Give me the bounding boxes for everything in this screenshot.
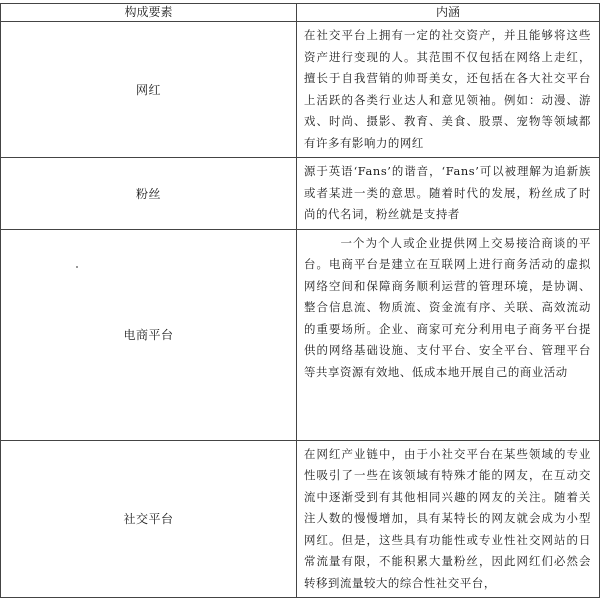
definition-table: [0, 3, 600, 598]
table-row: [1, 158, 600, 230]
row-label-shejiao: 社交平台: [1, 440, 297, 598]
table-row: [1, 440, 600, 598]
header-elements: 构成要素: [1, 4, 297, 22]
scan-speck: [76, 266, 78, 268]
row-label-fensi: 粉丝: [1, 158, 297, 230]
table-row: [1, 22, 600, 158]
table-row: [1, 229, 600, 440]
row-label-wanghong: 网红: [1, 22, 297, 158]
header-connotation: 内涵: [297, 4, 600, 22]
row-content-shejiao: 在网红产业链中，由于小社交平台在某些领域的专业性吸引了一些在该领域有特殊才能的网友，在互动交流中逐渐受到有其他相同兴趣的网友的关注。随着关注人数的慢慢增加，具有某特长的网友就会成为小型网红。但是，这些具有功能性或专业性社交网站的日常流量有限，不能积累大量粉丝，因此网红们必然会转移到流量较大的综合性社交平台，: [297, 440, 600, 598]
row-label-dianshang: 电商平台: [1, 229, 297, 440]
row-content-wanghong: 在社交平台上拥有一定的社交资产，并且能够将这些资产进行变现的人。其范围不仅包括在网络上走红，擅长于自我营销的帅哥美女，还包括在各大社交平台上活跃的各类行业达人和意见领袖。例如：动漫、游戏、时尚、摄影、教育、美食、股票、宠物等领域都有许多有影响力的网红: [297, 22, 600, 158]
table-header-row: [1, 4, 600, 22]
row-content-dianshang: 一个为个人或企业提供网上交易接洽商谈的平台。电商平台是建立在互联网上进行商务活动的虚拟网络空间和保障商务顺利运营的管理环境，是协调、整合信息流、物质流、资金流有序、关联、高效流动的重要场所。企业、商家可充分利用电子商务平台提供的网络基础设施、支付平台、安全平台、管理平台等共享资源有效地、低成本地开展自己的商业活动: [297, 229, 600, 440]
row-content-fensi: 源于英语‘Fans’的谐音，‘Fans’可以被理解为追新族或者某进一类的意思。随着时代的发展，粉丝成了时尚的代名词，粉丝就是支持者: [297, 158, 600, 230]
